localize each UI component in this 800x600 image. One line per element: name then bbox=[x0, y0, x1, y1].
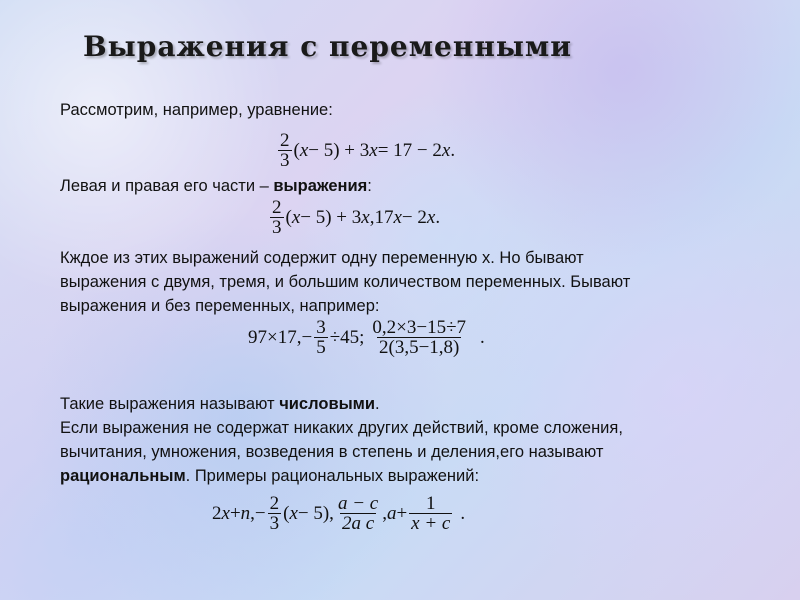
fraction-two-thirds: $\frac{2}{3}$ bbox=[269, 493, 280, 534]
fraction-two-thirds: $\frac{2}{3}$ bbox=[272, 197, 282, 238]
rational-definition: рациональным. Примеры рациональных выражений: bbox=[60, 467, 480, 485]
intro-text: Рассмотрим, например, уравнение: bbox=[60, 101, 333, 119]
fraction-numeric: $\frac{0,2\times 3-15\div 7}{2(3,5-1,8)}$ bbox=[372, 317, 467, 358]
expressions-text: Левая и правая его части – выражения: bbox=[60, 177, 372, 195]
variables-paragraph: Кждое из этих выражений содержит одну переменную x. Но бывают выражения с двумя, тремя, и большим количеством переменных. Бывают выражения и без переменных, например: bbox=[60, 249, 631, 315]
numeric-definition: Такие выражения называют числовыми. bbox=[60, 395, 380, 413]
fraction-a-minus-c: $\frac{a - c}{\text{2a c}}$ bbox=[337, 493, 379, 534]
fraction-three-fifths: $\frac{3}{5}$ bbox=[316, 317, 326, 358]
equation-1: $\frac{2}{3}$ ( x − 5) + 3 x = 17 − 2 x . bbox=[280, 130, 456, 171]
fraction-one-over-x-plus-c: $\frac{1}{x + c}$ bbox=[411, 493, 451, 534]
equation-3: 97×17,− $\frac{3}{5}$ ÷45; $\frac{0,2\times 3-15\div 7}{2(3,5-1,8)}$ . bbox=[248, 317, 485, 358]
fraction-two-thirds: $\frac{2}{3}$ bbox=[280, 130, 290, 171]
slide-title: Выражения с переменными bbox=[83, 30, 573, 63]
equation-4: 2 x + n ,− $\frac{2}{3}$ ( x − 5), $\frac{a - c}{\text{2a c}}$ , a + $\frac{1}{x + c}$ . bbox=[212, 493, 466, 534]
equation-2: $\frac{2}{3}$ ( x − 5) + 3 x ,17 x − 2 x . bbox=[272, 197, 441, 238]
rational-paragraph: Если выражения не содержат никаких других действий, кроме сложения, вычитания, умножения, возведения в степень и деления,его называют bbox=[60, 419, 623, 461]
